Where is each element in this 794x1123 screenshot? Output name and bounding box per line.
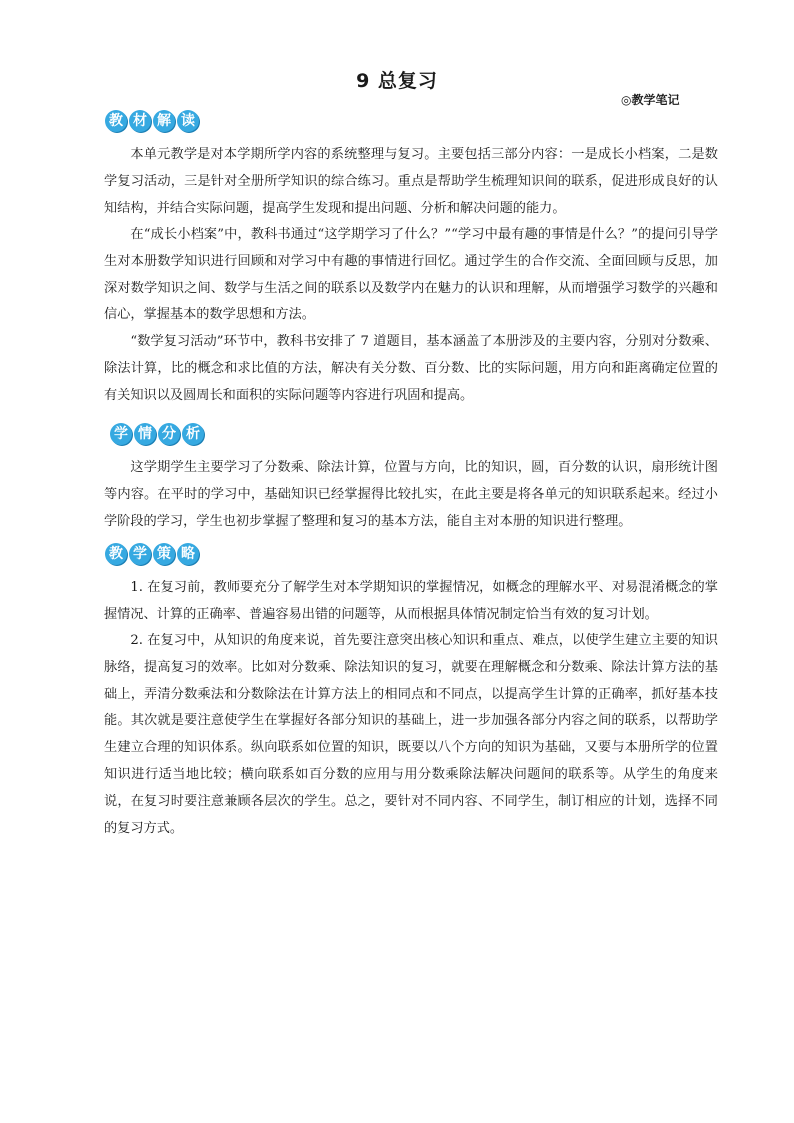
textbook-paragraph-3: “数学复习活动”环节中，教科书安排了 7 道题目，基本涵盖了本册涉及的主要内容，分别对分数乘、除法计算，比的概念和求比值的方法，解决有关分数、百分数、比的实际问题，用方向和距离确定位置的有关知识以及圆周长和面积的实际问题等内容进行巩固和提高。 bbox=[104, 334, 718, 403]
badge-char: 分 bbox=[158, 423, 180, 445]
badge-char: 教 bbox=[105, 110, 127, 132]
badge-char: 学 bbox=[129, 543, 151, 565]
students-paragraph: 这学期学生主要学习了分数乘、除法计算，位置与方向，比的知识，圆，百分数的认识，扇形统计图等内容。在平时的学习中，基础知识已经掌握得比较扎实，在此主要是将各单元的知识联系起来。经过小学阶段的学习，学生也初步掌握了整理和复习的基本方法，能自主对本册的知识进行整理。 bbox=[104, 460, 718, 529]
badge-char: 读 bbox=[177, 110, 199, 132]
badge-char: 教 bbox=[105, 543, 127, 565]
badge-char: 学 bbox=[110, 423, 132, 445]
section-badge-textbook bbox=[105, 110, 199, 132]
strategy-paragraph-1: 1. 在复习前，教师要充分了解学生对本学期知识的掌握情况，如概念的理解水平、对易混淆概念的掌握情况、计算的正确率、普遍容易出错的问题等，从而根据具体情况制定恰当有效的复习计划。 bbox=[104, 580, 718, 622]
badge-char: 解 bbox=[153, 110, 175, 132]
section-badge-strategy bbox=[105, 543, 199, 565]
badge-char: 情 bbox=[134, 423, 156, 445]
badge-char: 析 bbox=[182, 423, 204, 445]
strategy-paragraph-2: 2. 在复习中，从知识的角度来说，首先要注意突出核心知识和重点、难点，以使学生建立主要的知识脉络，提高复习的效率。比如对分数乘、除法知识的复习，就要在理解概念和分数乘、除法计算方法的基础上，弄清分数乘法和分数除法在计算方法上的相同点和不同点，以提高学生计算的正确率，抓好基本技能。其次就是要注意使学生在掌握好各部分知识的基础上，进一步加强各部分内容之间的联系，以帮助学生建立合理的知识体系。纵向联系如位置的知识，既要以八个方向的知识为基础，又要与本册所学的位置知识进行适当地比较；横向联系如百分数的应用与用分数乘除法解决问题间的联系等。从学生的角度来说，在复习时要注意兼顾各层次的学生。总之，要针对不同内容、不同学生，制订相应的计划，选择不同的复习方式。 bbox=[104, 633, 718, 836]
textbook-paragraph-2: 在“成长小档案”中，教科书通过“这学期学习了什么？”“学习中最有趣的事情是什么？”的提问引导学生对本册数学知识进行回顾和对学习中有趣的事情进行回忆。通过学生的合作交流、全面回顾与反思，加深对数学知识之间、数学与生活之间的联系以及数学内在魅力的认识和理解，从而增强学习数学的兴趣和信心，掌握基本的数学思想和方法。 bbox=[104, 227, 718, 323]
badge-char: 略 bbox=[177, 543, 199, 565]
page-title: 9 总复习 bbox=[356, 70, 438, 92]
badge-char: 材 bbox=[129, 110, 151, 132]
section-badge-students bbox=[110, 423, 204, 445]
badge-char: 策 bbox=[153, 543, 175, 565]
textbook-paragraph-1: 本单元教学是对本学期所学内容的系统整理与复习。主要包括三部分内容：一是成长小档案，二是数学复习活动，三是针对全册所学知识的综合练习。重点是帮助学生梳理知识间的联系，促进形成良好的认知结构，并结合实际问题，提高学生发现和提出问题、分析和解决问题的能力。 bbox=[104, 147, 718, 216]
teaching-notes-label: ◎教学笔记 bbox=[621, 93, 680, 107]
